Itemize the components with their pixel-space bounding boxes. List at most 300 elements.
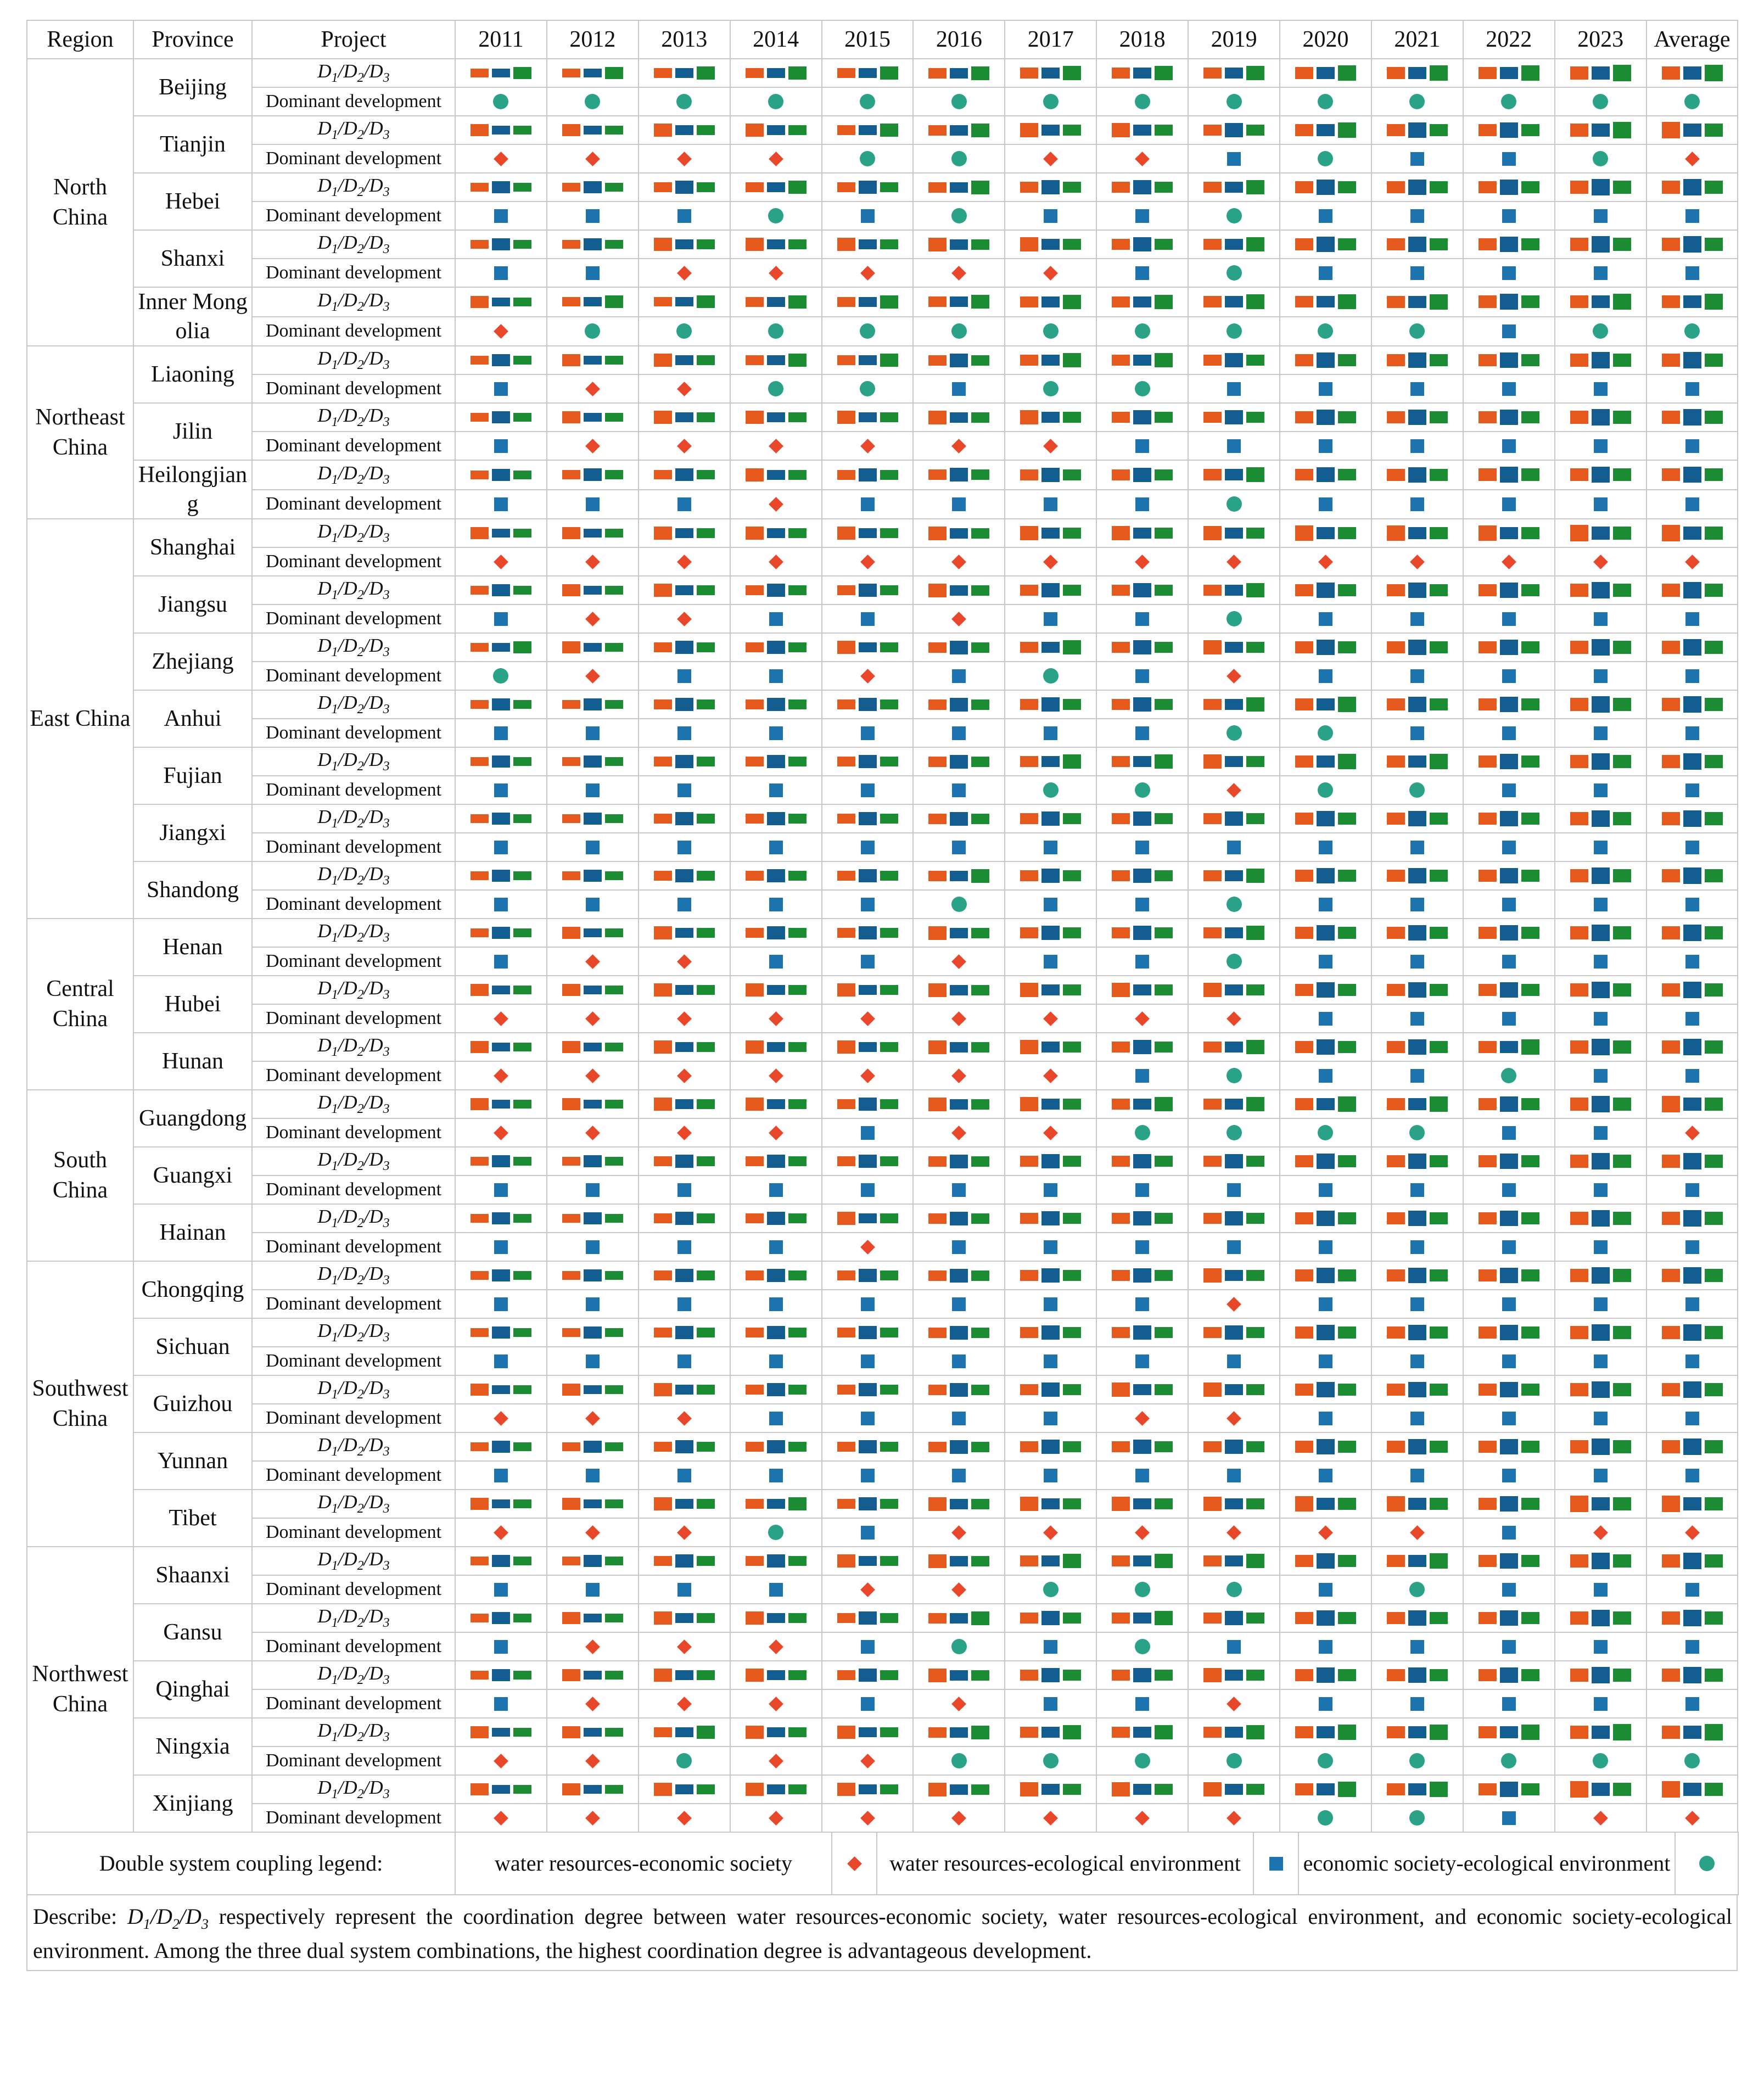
- dominant-cell: [547, 201, 639, 230]
- d2-bar: [1408, 925, 1426, 941]
- coordination-bars: [1555, 691, 1646, 718]
- coordination-bars: [1555, 920, 1646, 946]
- d2-bar: [1317, 640, 1335, 654]
- bars-cell: [547, 1547, 639, 1575]
- coordination-bars: [547, 60, 638, 86]
- dominant-cell: [639, 1461, 730, 1490]
- coordination-bars: [1372, 1776, 1463, 1803]
- coordination-bars: [1097, 1034, 1188, 1060]
- d2-bar: [1041, 642, 1060, 653]
- circle-icon: [1227, 611, 1242, 626]
- dominant-cell: [1005, 317, 1096, 346]
- circle-icon: [768, 208, 783, 223]
- diamond-icon: [769, 555, 783, 569]
- square-icon: [861, 1526, 875, 1540]
- square-icon: [769, 612, 783, 626]
- legend-row: [27, 1832, 1738, 1895]
- dominant-cell: [455, 317, 547, 346]
- bars-cell: [1280, 59, 1371, 87]
- coordination-bars: [1647, 1034, 1738, 1060]
- d3-bar: [788, 528, 807, 538]
- d2-bar: [584, 1100, 602, 1109]
- d3-bar: [605, 1728, 623, 1737]
- diamond-icon: [1685, 1525, 1700, 1540]
- d3-bar: [1246, 180, 1264, 195]
- d2-bar: [584, 1728, 602, 1737]
- d2-bar: [1500, 1726, 1518, 1739]
- d1-bar: [928, 1270, 947, 1281]
- bars-cell: [1188, 173, 1280, 201]
- dominant-cell: [1005, 201, 1096, 230]
- circle-icon: [1318, 725, 1333, 741]
- d3-bar: [788, 66, 807, 80]
- dominant-cell: [1555, 432, 1647, 460]
- diamond-icon: [1227, 1411, 1241, 1426]
- coordination-bars: [1464, 634, 1554, 661]
- d3-bar: [971, 1328, 989, 1338]
- coordination-bars: [1647, 1491, 1738, 1517]
- d1-bar: [1203, 1441, 1222, 1453]
- bars-cell: [822, 1604, 914, 1632]
- dominant-cell: [1096, 1689, 1188, 1718]
- d1-bar: [746, 642, 764, 652]
- d3-bar: [697, 239, 715, 249]
- d1-bar: [1387, 1496, 1405, 1512]
- d3-bar: [1155, 1554, 1173, 1568]
- dominant-cell: [1005, 947, 1096, 976]
- region-label: East China: [27, 519, 133, 919]
- bars-cell: [455, 576, 547, 604]
- coordination-bars: [456, 1205, 546, 1232]
- d2-bar: [1683, 1381, 1701, 1397]
- d2-bar: [1317, 755, 1335, 767]
- table-row: [27, 1747, 1738, 1775]
- square-icon: [1135, 1240, 1149, 1254]
- d3-bar: [1338, 1725, 1356, 1739]
- d2-bar: [859, 1269, 877, 1282]
- d1-bar: [562, 1271, 580, 1280]
- dominant-cell: [1096, 317, 1188, 346]
- dominant-cell: [1280, 1061, 1371, 1090]
- coordination-bars: [1464, 1148, 1554, 1174]
- d1-bar: [837, 1442, 855, 1452]
- d1-bar: [1662, 1726, 1680, 1738]
- dominant-cell: [1188, 432, 1280, 460]
- d1-bar: [471, 1614, 489, 1622]
- d3-bar: [1430, 698, 1448, 710]
- d2-bar: [675, 1499, 693, 1508]
- diamond-icon: [1410, 1525, 1425, 1540]
- d3-bar: [1155, 295, 1173, 309]
- square-icon: [1319, 955, 1332, 969]
- coordination-bars: [1097, 404, 1188, 430]
- d2-bar: [1592, 1096, 1610, 1112]
- dominant-cell: [455, 1176, 547, 1204]
- d2-bar: [1133, 1727, 1151, 1738]
- d1-bar: [1203, 1668, 1222, 1683]
- d1-bar: [1570, 869, 1588, 882]
- coordination-bars: [1372, 60, 1463, 86]
- square-icon: [1594, 1412, 1608, 1425]
- d3-bar: [880, 354, 898, 367]
- d3-bar: [788, 1556, 807, 1566]
- d2-bar: [1683, 1210, 1701, 1226]
- diamond-icon: [1043, 1011, 1058, 1026]
- table-row: [27, 890, 1738, 919]
- d2-bar: [584, 586, 602, 595]
- bars-cell: [1555, 1375, 1647, 1404]
- coordination-bars: [639, 1319, 730, 1346]
- d2-bar: [950, 698, 968, 712]
- coordination-bars: [1555, 977, 1646, 1003]
- coordination-bars: [1005, 174, 1096, 200]
- d3-bar: [513, 1614, 531, 1622]
- d1-bar: [654, 354, 672, 366]
- d3-bar: [1246, 583, 1264, 598]
- d3-bar: [880, 699, 898, 709]
- square-icon: [1594, 1297, 1608, 1311]
- dominant-cell: [1096, 890, 1188, 919]
- d3-bar: [1246, 1670, 1264, 1681]
- d2-bar: [1225, 1498, 1243, 1510]
- bars-cell: [913, 1547, 1005, 1575]
- coordination-bars: [1280, 1262, 1371, 1289]
- dominant-cell: [1647, 259, 1738, 287]
- d3-bar: [880, 1385, 898, 1395]
- d1-bar: [1020, 1270, 1038, 1281]
- dominant-cell: [455, 719, 547, 747]
- d1-bar: [1387, 525, 1405, 541]
- dominant-cell: [822, 1233, 914, 1261]
- bars-cell: [547, 1775, 639, 1804]
- d3-bar: [880, 642, 898, 652]
- d3-bar: [1705, 124, 1723, 136]
- dominant-cell: [1463, 947, 1555, 976]
- dominant-cell: [1555, 1233, 1647, 1261]
- d2-bar: [1317, 410, 1335, 424]
- d3-bar: [697, 928, 715, 937]
- d2-bar: [1592, 124, 1610, 136]
- dominant-cell: [1280, 1575, 1371, 1604]
- circle-icon: [1227, 954, 1242, 969]
- dominant-cell: [1005, 144, 1096, 173]
- diamond-icon: [769, 1011, 783, 1026]
- d2-bar: [492, 813, 510, 825]
- d3-bar: [1338, 1041, 1356, 1053]
- dominant-cell: [822, 374, 914, 403]
- d3-bar: [880, 585, 898, 595]
- bars-cell: [913, 346, 1005, 374]
- square-icon: [1502, 1240, 1516, 1254]
- bars-cell: [639, 633, 730, 662]
- coordination-bars: [639, 1091, 730, 1117]
- d1-bar: [928, 355, 947, 366]
- bars-cell: [455, 747, 547, 776]
- dominant-cell: [1647, 374, 1738, 403]
- d2-bar: [1133, 237, 1151, 251]
- square-icon: [769, 898, 783, 911]
- d2-bar: [1592, 582, 1610, 598]
- square-icon: [1227, 841, 1241, 854]
- d1-bar: [654, 297, 672, 306]
- square-icon: [1410, 612, 1424, 626]
- d3-bar: [880, 528, 898, 538]
- d2-bar: [584, 928, 602, 938]
- square-icon: [494, 1183, 508, 1197]
- coordination-bars: [1189, 1205, 1279, 1232]
- d1-bar: [837, 125, 855, 135]
- coordination-bars: [1555, 748, 1646, 775]
- dominant-cell: [730, 1632, 822, 1661]
- dominant-cell: [913, 1290, 1005, 1318]
- d1-bar: [1295, 1669, 1313, 1681]
- d1-bar: [1570, 755, 1588, 768]
- coordination-bars: [1280, 920, 1371, 946]
- coordination-bars: [822, 347, 913, 373]
- bars-cell: [730, 976, 822, 1004]
- coordination-bars: [1005, 1376, 1096, 1403]
- d2-bar: [1683, 66, 1701, 79]
- coordination-bars: [639, 1662, 730, 1688]
- coordination-bars: [547, 1434, 638, 1460]
- d3-bar: [605, 757, 623, 766]
- square-icon: [494, 612, 508, 626]
- dominant-cell: [1463, 1176, 1555, 1204]
- d3-bar: [1246, 756, 1264, 768]
- dominant-cell: [547, 719, 639, 747]
- coordination-bars: [547, 1719, 638, 1745]
- d2-bar: [767, 125, 785, 135]
- dominant-cell: [547, 317, 639, 346]
- dominant-cell: [913, 719, 1005, 747]
- d2-bar: [1408, 1610, 1426, 1626]
- coordination-degree-label: $D_1/D_2/D_3$: [252, 59, 455, 87]
- coordination-bars: [1647, 977, 1738, 1003]
- bars-cell: [455, 1204, 547, 1233]
- legend-label-economic-ecological: economic society-ecological environment: [1298, 1832, 1675, 1895]
- d3-bar: [1705, 294, 1723, 310]
- d3-bar: [513, 586, 531, 595]
- table-row: [27, 776, 1738, 804]
- d2-bar: [767, 812, 785, 825]
- square-icon: [1410, 209, 1424, 223]
- bars-cell: [1371, 230, 1463, 259]
- d1-bar: [562, 1098, 580, 1111]
- d3-bar: [697, 871, 715, 880]
- bars-cell: [730, 747, 822, 776]
- d2-bar: [1500, 1041, 1518, 1054]
- dominant-cell: [822, 662, 914, 690]
- square-icon: [1227, 1469, 1241, 1482]
- bars-cell: [1280, 1375, 1371, 1404]
- d3-bar: [605, 529, 623, 538]
- coordination-bars: [1464, 174, 1554, 200]
- coordination-bars: [822, 1034, 913, 1060]
- coordination-bars: [456, 1491, 546, 1517]
- bars-cell: [1188, 1261, 1280, 1290]
- d3-bar: [788, 295, 807, 309]
- dominant-cell: [639, 890, 730, 919]
- coordination-bars: [1097, 117, 1188, 143]
- square-icon: [1319, 1640, 1332, 1654]
- d1-bar: [1387, 1726, 1405, 1738]
- d1-bar: [928, 584, 947, 597]
- dominant-cell: [455, 1118, 547, 1147]
- square-icon: [494, 955, 508, 969]
- d2-bar: [584, 755, 602, 768]
- d1-bar: [654, 1156, 672, 1166]
- table-row: [27, 1432, 1738, 1461]
- d2-bar: [1317, 1783, 1335, 1795]
- diamond-icon: [677, 266, 692, 281]
- dominant-cell: [1371, 947, 1463, 976]
- d3-bar: [1063, 1554, 1081, 1568]
- circle-icon: [676, 1753, 692, 1768]
- coordination-bars: [1372, 1434, 1463, 1460]
- dominant-cell: [1463, 890, 1555, 919]
- square-icon: [586, 1469, 600, 1482]
- d3-bar: [1155, 1097, 1173, 1111]
- bars-cell: [1280, 1432, 1371, 1461]
- dominant-cell: [1371, 604, 1463, 633]
- bars-cell: [1280, 1147, 1371, 1176]
- d2-bar: [1500, 527, 1518, 540]
- d3-bar: [1155, 1784, 1173, 1795]
- d1-bar: [1387, 1326, 1405, 1339]
- coordination-bars: [456, 634, 546, 661]
- d2-bar: [1683, 1783, 1701, 1795]
- d3-bar: [971, 66, 989, 80]
- d2-bar: [675, 1269, 693, 1281]
- bars-cell: [1647, 690, 1738, 719]
- d2-bar: [1683, 1553, 1701, 1569]
- d2-bar: [1592, 1497, 1610, 1510]
- coordination-bars: [547, 1548, 638, 1574]
- province-label: Chongqing: [133, 1261, 252, 1318]
- d2-bar: [859, 239, 877, 249]
- d1-bar: [1570, 66, 1588, 79]
- coordination-bars: [1189, 1034, 1279, 1060]
- d1-bar: [1203, 182, 1222, 193]
- d1-bar: [1570, 124, 1588, 136]
- square-icon: [861, 497, 875, 511]
- square-icon: [494, 497, 508, 511]
- diamond-icon: [1227, 669, 1241, 684]
- d3-bar: [1155, 870, 1173, 881]
- d3-bar: [788, 1497, 807, 1510]
- d2-bar: [1683, 867, 1701, 883]
- coordination-bars: [1097, 1205, 1188, 1232]
- diamond-icon: [677, 152, 692, 166]
- d2-bar: [1317, 237, 1335, 251]
- d1-bar: [562, 1157, 580, 1166]
- bars-cell: [1096, 1718, 1188, 1747]
- dominant-cell: [1005, 1118, 1096, 1147]
- d1-bar: [1570, 354, 1588, 366]
- bars-cell: [1188, 230, 1280, 259]
- circle-icon: [1227, 725, 1242, 741]
- coordination-bars: [639, 805, 730, 832]
- square-icon: [1685, 439, 1699, 453]
- bars-cell: [730, 1375, 822, 1404]
- bars-cell: [455, 403, 547, 432]
- d1-bar: [562, 124, 580, 137]
- d3-bar: [1246, 813, 1264, 825]
- coordination-bars: [822, 805, 913, 832]
- d1-bar: [1662, 1096, 1680, 1112]
- square-icon: [1044, 612, 1057, 626]
- d3-bar: [513, 529, 531, 538]
- bars-cell: [1096, 1318, 1188, 1347]
- d2-bar: [1225, 870, 1243, 882]
- d1-bar: [746, 1556, 764, 1566]
- province-label: Xinjiang: [133, 1775, 252, 1832]
- d3-bar: [1063, 1613, 1081, 1624]
- coordination-bars: [822, 691, 913, 718]
- coordination-degree-label: $D_1/D_2/D_3$: [252, 287, 455, 317]
- d1-bar: [471, 527, 489, 539]
- coordination-bars: [456, 347, 546, 373]
- d3-bar: [1613, 926, 1631, 939]
- d2-bar: [859, 1556, 877, 1566]
- bars-cell: [1371, 633, 1463, 662]
- d2-bar: [767, 1099, 785, 1109]
- d1-bar: [837, 928, 855, 938]
- d1-bar: [928, 1727, 947, 1738]
- coordination-degree-label: $D_1/D_2/D_3$: [252, 1432, 455, 1461]
- bars-cell: [547, 747, 639, 776]
- dominant-cell: [1647, 1233, 1738, 1261]
- d2-bar: [767, 68, 785, 78]
- coordination-degree-label: $D_1/D_2/D_3$: [252, 173, 455, 201]
- d3-bar: [1338, 813, 1356, 824]
- d3-bar: [971, 585, 989, 596]
- table-row: [27, 1318, 1738, 1347]
- dominant-cell: [1463, 1575, 1555, 1604]
- d1-bar: [471, 471, 489, 479]
- bars-cell: [730, 919, 822, 947]
- diamond-icon: [951, 439, 966, 454]
- square-icon: [1319, 1240, 1332, 1254]
- circle-icon: [1227, 897, 1242, 912]
- d2-bar: [1041, 1784, 1060, 1795]
- diamond-icon: [860, 555, 875, 569]
- d1-bar: [654, 1611, 672, 1624]
- d1-bar: [1203, 1497, 1222, 1512]
- bars-cell: [639, 1490, 730, 1518]
- diamond-icon: [1135, 1411, 1150, 1426]
- bars-cell: [455, 1375, 547, 1404]
- bars-cell: [1005, 1375, 1096, 1404]
- coordination-bars: [822, 920, 913, 946]
- d1-bar: [1662, 1155, 1680, 1167]
- dominant-cell: [913, 87, 1005, 116]
- diamond-icon: [1043, 1811, 1058, 1826]
- dominant-cell: [547, 947, 639, 976]
- square-icon: [1044, 1469, 1057, 1482]
- d2-bar: [675, 928, 693, 937]
- coordination-bars: [547, 1091, 638, 1117]
- square-icon: [861, 898, 875, 911]
- square-icon: [861, 1640, 875, 1654]
- dominant-cell: [1463, 604, 1555, 633]
- coordination-bars: [1097, 462, 1188, 488]
- d3-bar: [697, 814, 715, 823]
- d3-bar: [605, 183, 623, 192]
- bars-cell: [1280, 1090, 1371, 1118]
- coordination-bars: [1372, 1034, 1463, 1060]
- square-icon: [586, 1583, 600, 1597]
